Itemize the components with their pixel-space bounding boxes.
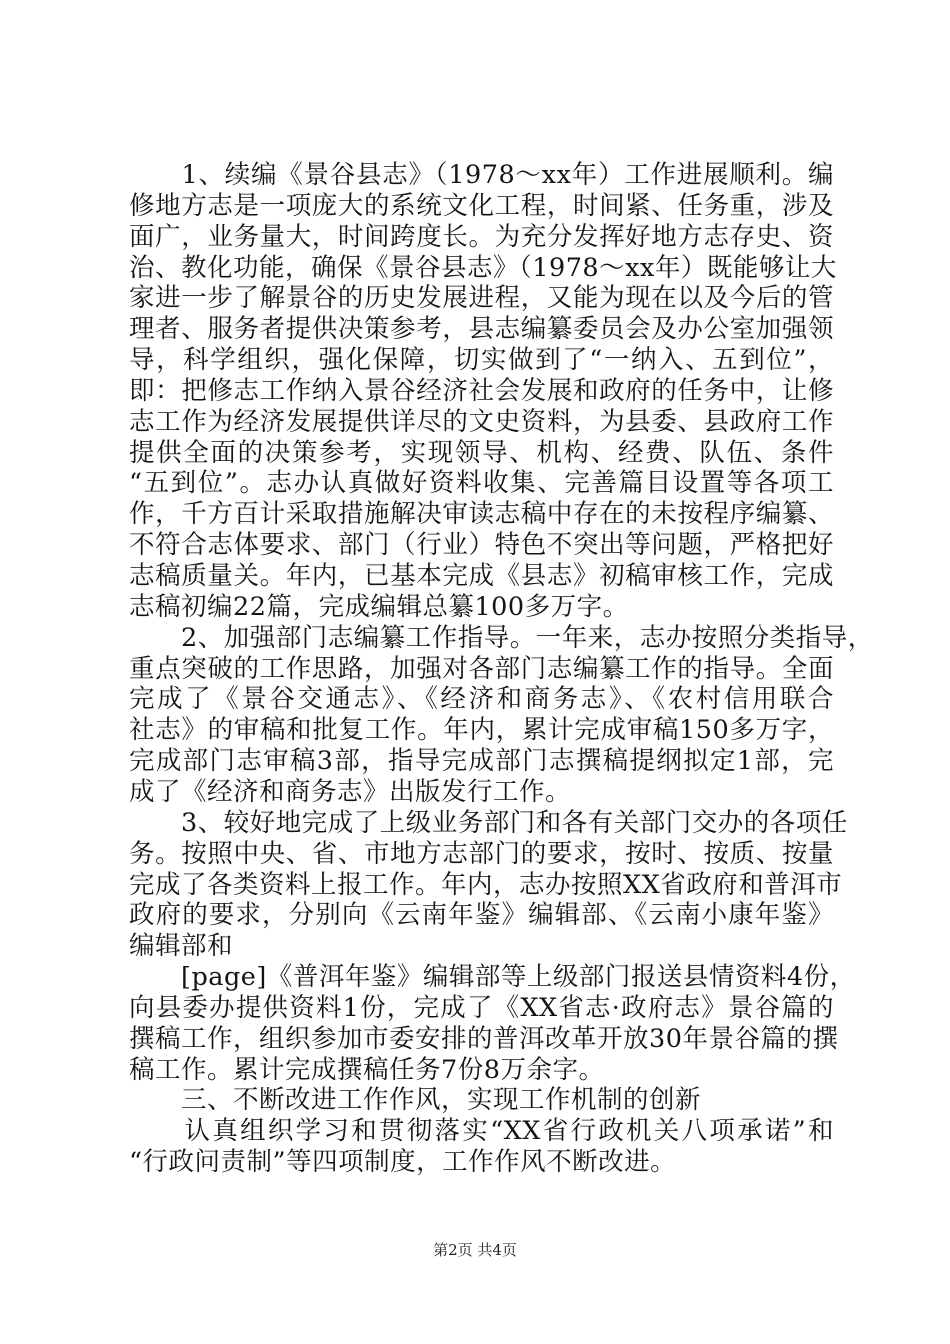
text-line: “五到位”。志办认真做好资料收集、完善篇目设置等各项工 xyxy=(129,468,834,498)
text-line: 志稿质量关。年内，已基本完成《县志》初稿审核工作，完成 xyxy=(129,561,834,591)
text-line: 即：把修志工作纳入景谷经济社会发展和政府的任务中，让修 xyxy=(129,376,834,406)
text-line: 重点突破的工作思路，加强对各部门志编纂工作的指导。全面 xyxy=(129,654,834,684)
text-line: [page]《普洱年鉴》编辑部等上级部门报送县情资料4份， xyxy=(129,962,856,992)
text-line: “行政问责制”等四项制度，工作作风不断改进。 xyxy=(129,1147,677,1177)
text-line: 务。按照中央、省、市地方志部门的要求，按时、按质、按量 xyxy=(129,839,834,869)
text-line: 完成了《景谷交通志》、《经济和商务志》、《农村信用联合 xyxy=(129,684,834,714)
text-line: 导，科学组织，强化保障，切实做到了“一纳入、五到位”， xyxy=(129,345,834,375)
text-line: 社志》的审稿和批复工作。年内，累计完成审稿150多万字， xyxy=(129,715,834,745)
text-line: 志工作为经济发展提供详尽的文史资料，为县委、县政府工作 xyxy=(129,407,834,437)
section-heading: 三、不断改进工作作风，实现工作机制的创新 xyxy=(129,1085,702,1115)
text-line: 向县委办提供资料1份，完成了《XX省志·政府志》景谷篇的 xyxy=(129,993,834,1023)
text-line: 修地方志是一项庞大的系统文化工程，时间紧、任务重，涉及 xyxy=(129,191,834,221)
text-line: 提供全面的决策参考，实现领导、机构、经费、队伍、条件 xyxy=(129,438,834,468)
text-line: 家进一步了解景谷的历史发展进程，又能为现在以及今后的管 xyxy=(129,283,834,313)
text-line: 政府的要求，分别向《云南年鉴》编辑部、《云南小康年鉴》 xyxy=(129,900,834,930)
text-line: 志稿初编22篇，完成编辑总纂100多万字。 xyxy=(129,592,629,622)
text-line: 1、续编《景谷县志》（1978～xx年）工作进展顺利。编 xyxy=(129,160,834,190)
page-number-footer: 第2页 共4页 xyxy=(433,1241,517,1259)
text-line: 认真组织学习和贯彻落实“XX省行政机关八项承诺”和 xyxy=(129,1116,834,1146)
text-line: 2、加强部门志编纂工作指导。一年来，志办按照分类指导， xyxy=(129,623,874,653)
text-line: 成了《经济和商务志》出版发行工作。 xyxy=(129,777,572,807)
text-line: 撰稿工作，组织参加市委安排的普洱改革开放30年景谷篇的撰 xyxy=(129,1024,839,1054)
text-line: 编辑部和 xyxy=(129,931,234,961)
text-line: 完成部门志审稿3部，指导完成部门志撰稿提纲拟定1部，完 xyxy=(129,746,834,776)
text-line: 不符合志体要求、部门（行业）特色不突出等问题，严格把好 xyxy=(129,530,834,560)
text-line: 理者、服务者提供决策参考，县志编纂委员会及办公室加强领 xyxy=(129,314,834,344)
text-line: 面广，业务量大，时间跨度长。为充分发挥好地方志存史、资 xyxy=(129,222,834,252)
text-line: 治、教化功能，确保《景谷县志》（1978～xx年）既能够让大 xyxy=(129,253,837,283)
text-line: 作，千方百计采取措施解决审读志稿中存在的未按程序编纂、 xyxy=(129,499,834,529)
text-line: 完成了各类资料上报工作。年内，志办按照XX省政府和普洱市 xyxy=(129,870,843,900)
text-line: 稿工作。累计完成撰稿任务7份8万余字。 xyxy=(129,1055,605,1085)
text-line: 3、较好地完成了上级业务部门和各有关部门交办的各项任 xyxy=(129,808,848,838)
